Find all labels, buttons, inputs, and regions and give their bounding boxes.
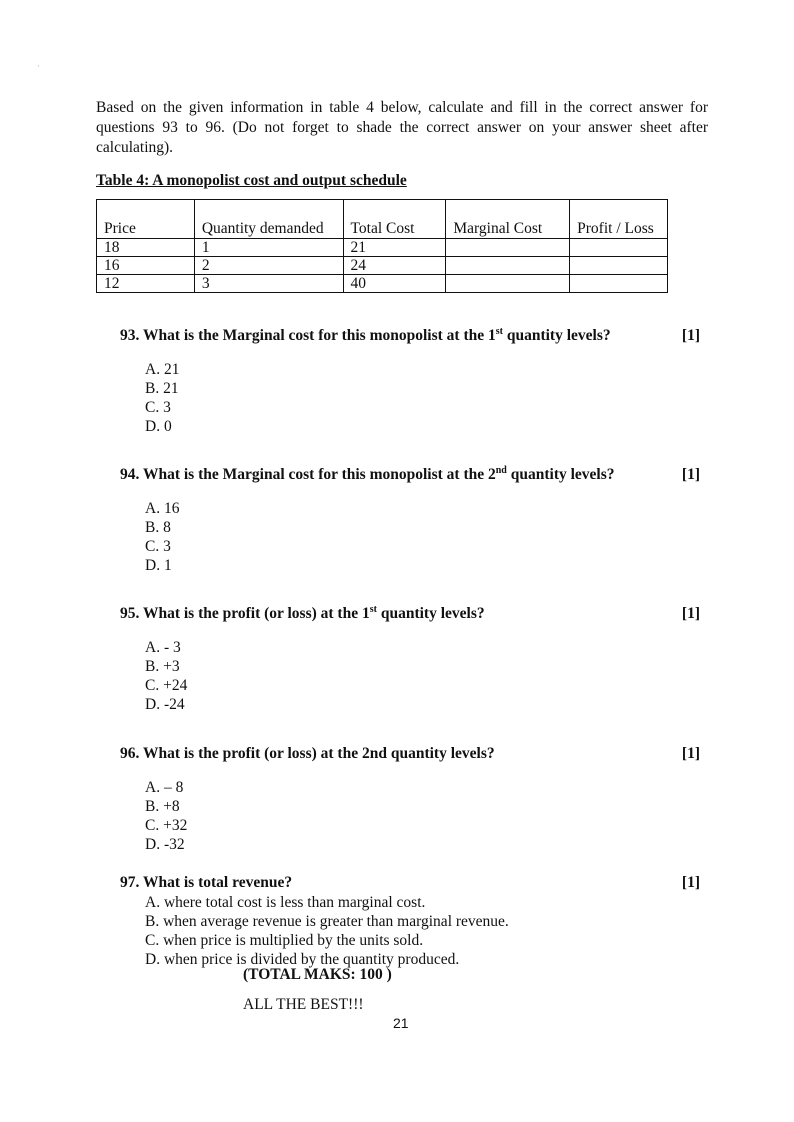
question-text: 93. What is the Marginal cost for this monopolist at the 1st quantity levels? [120,325,611,344]
question-heading [120,326,700,346]
table-cell: 18 [97,239,195,257]
closing-message: ALL THE BEST!!! [243,996,364,1013]
table-cell: 2 [194,257,343,275]
header-price: Price [97,200,195,239]
question-96 [120,744,700,854]
option-d: D. -32 [145,836,185,853]
option-b: B. 8 [145,519,171,536]
table-cell [446,257,570,275]
table-row [97,239,668,257]
table-header-row [97,200,668,239]
table-cell: 16 [97,257,195,275]
question-marks: [1] [681,466,700,483]
scan-speck: · [37,62,40,71]
answer-options [145,638,700,714]
option-c: C. when price is multiplied by the units sold. [145,932,424,949]
question-marks: [1] [681,327,700,344]
question-text: 97. What is total revenue? [120,874,293,891]
question-text: 95. What is the profit (or loss) at the 1st quantity levels? [120,603,485,622]
cost-output-table [96,199,668,293]
answer-options [145,360,700,436]
table-row [97,257,668,275]
table-cell [446,239,570,257]
header-total-cost: Total Cost [343,200,446,239]
option-b: B. +8 [145,798,180,815]
question-heading [120,465,700,485]
table-cell: 3 [194,275,343,293]
table-cell: 1 [194,239,343,257]
table-cell [570,239,668,257]
answer-options [145,778,700,854]
header-marginal-cost: Marginal Cost [446,200,570,239]
header-quantity-demanded: Quantity demanded [194,200,343,239]
option-d: D. -24 [145,696,185,713]
total-marks: (TOTAL MAKS: 100 ) [243,966,392,983]
option-c: C. 3 [145,538,171,555]
option-a: A. 16 [145,500,180,517]
option-a: A. – 8 [145,779,184,796]
option-c: C. +32 [145,817,188,834]
question-97 [120,873,700,969]
table-row [97,275,668,293]
question-93 [120,326,700,436]
question-heading [120,604,700,624]
table-cell [570,275,668,293]
option-a: A. 21 [145,361,180,378]
option-d: D. when price is divided by the quantity produced. [145,951,460,968]
option-c: C. 3 [145,399,171,416]
question-marks: [1] [681,605,700,622]
question-heading [120,744,700,764]
question-94 [120,465,700,575]
table-cell: 21 [343,239,446,257]
question-marks: [1] [681,874,700,891]
header-profit-loss: Profit / Loss [570,200,668,239]
table-cell: 24 [343,257,446,275]
question-95 [120,604,700,714]
instructions-paragraph: Based on the given information in table 4 below, calculate and fill in the correct answer for questions 93 to 96. (Do not forget to shade the correct answer on your answer sheet after calculating). [96,99,708,156]
question-text: 96. What is the profit (or loss) at the 2nd quantity levels? [120,745,495,762]
option-a: A. - 3 [145,639,181,656]
table-cell: 40 [343,275,446,293]
option-d: D. 0 [145,418,172,435]
option-b: B. when average revenue is greater than marginal revenue. [145,913,509,930]
option-d: D. 1 [145,557,172,574]
table-title: Table 4: A monopolist cost and output schedule [96,172,407,189]
table-cell: 12 [97,275,195,293]
question-heading [120,873,700,893]
answer-options [145,893,700,969]
question-text: 94. What is the Marginal cost for this monopolist at the 2nd quantity levels? [120,464,615,483]
option-c: C. +24 [145,677,188,694]
question-marks: [1] [681,745,700,762]
page-number: 21 [393,1015,409,1031]
table-cell [570,257,668,275]
option-b: B. +3 [145,658,180,675]
option-a: A. where total cost is less than marginal cost. [145,894,426,911]
answer-options [145,499,700,575]
option-b: B. 21 [145,380,179,397]
table-cell [446,275,570,293]
